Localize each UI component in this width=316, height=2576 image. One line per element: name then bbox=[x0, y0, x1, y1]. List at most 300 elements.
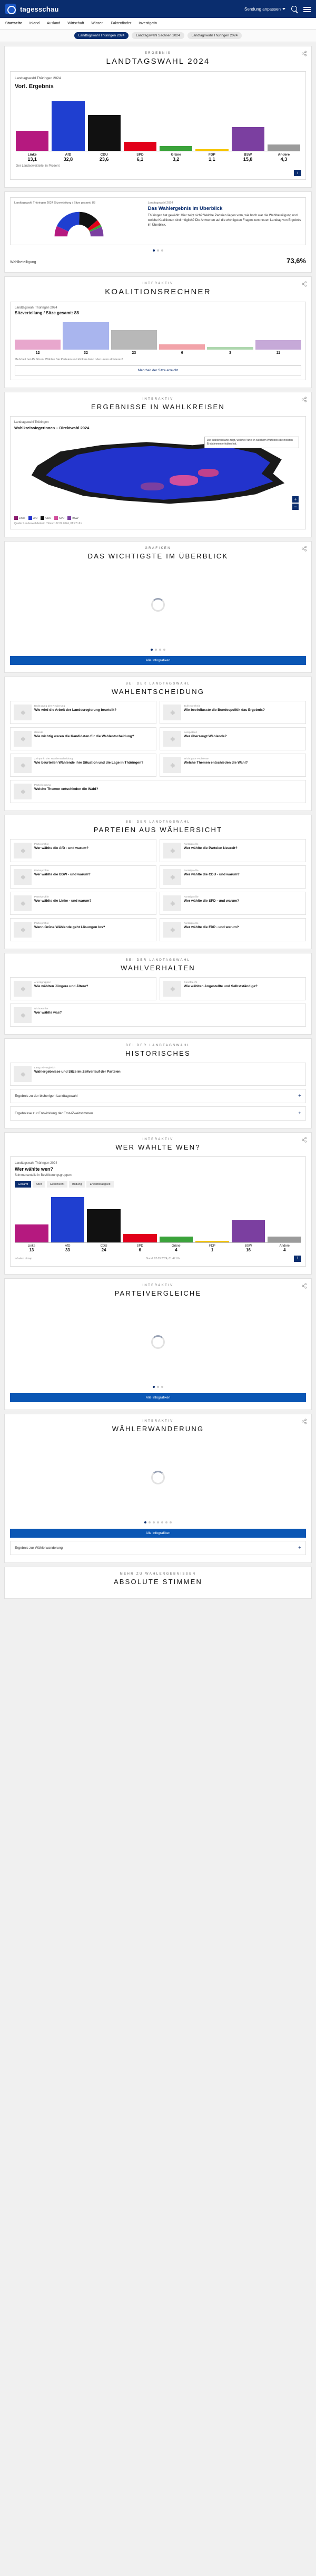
bar-label: AfD 33 bbox=[65, 1244, 71, 1252]
sub-nav bbox=[0, 30, 316, 42]
topic-card[interactable] bbox=[10, 1004, 306, 1027]
waehlerwanderung-card bbox=[4, 1414, 312, 1563]
topic-title: Welche Themen entschieden die Wahl? bbox=[34, 787, 98, 792]
wahlentscheidung-grid bbox=[10, 701, 306, 803]
coalition-subtitle: Sitzverteilung / Sitze gesamt: 88 bbox=[15, 310, 79, 315]
coalition-seat-numbers bbox=[15, 351, 301, 355]
bar-column bbox=[160, 1193, 193, 1242]
teaser-kicker: Landtagswahl 2024 bbox=[147, 201, 173, 205]
coalition-bar-column[interactable] bbox=[15, 321, 61, 350]
topic-title: Wenn Grüne Wählende geht Lösungen los? bbox=[34, 925, 105, 930]
topic-card[interactable] bbox=[160, 754, 306, 777]
topic-kicker: Parteiprofile bbox=[34, 895, 49, 899]
teaser-text: Thüringen hat gewählt: Hier zeigt sich? Welche Parteien liegen vorn, wie hoch war die Wahlbeteiligung und welche Koalitionen sind möglich? Die Antworten auf die wichtigsten Fragen zum neuen Landtag von Ergebnis im Überblick. bbox=[147, 214, 301, 227]
coalition-bar-column[interactable] bbox=[207, 321, 253, 350]
topic-kicker: Gründe bbox=[34, 731, 43, 734]
topic-kicker: Parteiprofile bbox=[184, 895, 199, 899]
result-eyebrow: ERGEBNIS bbox=[144, 52, 172, 55]
werwen-bar-chart bbox=[15, 1193, 301, 1243]
loading-spinner-icon bbox=[151, 598, 165, 612]
bar-column bbox=[87, 1193, 121, 1242]
accordion-row[interactable] bbox=[10, 1089, 306, 1103]
werwen-tab-alter[interactable]: Alter bbox=[33, 1181, 45, 1188]
map-eyebrow: INTERAKTIV bbox=[142, 397, 174, 401]
bar-label: Linke 13,1 bbox=[27, 153, 37, 162]
bar-bsw bbox=[232, 1220, 265, 1242]
map-subtitle: Wahlkreissiegerinnen – Direktwahl 2024 bbox=[14, 425, 90, 430]
topic-card[interactable] bbox=[160, 892, 306, 915]
coalition-card bbox=[4, 276, 312, 388]
nav-item-ausland[interactable]: Ausland bbox=[46, 22, 61, 25]
map-box bbox=[10, 416, 306, 529]
top-bar bbox=[0, 0, 316, 18]
bar-column bbox=[160, 96, 192, 151]
coalition-bar-column[interactable] bbox=[159, 321, 205, 350]
bar-linke bbox=[15, 1224, 48, 1242]
topic-card[interactable] bbox=[10, 918, 156, 941]
gear-icon bbox=[169, 900, 176, 907]
bar-label: CDU 24 bbox=[100, 1244, 107, 1252]
topic-card[interactable] bbox=[160, 918, 306, 941]
subnav-pill-sachsen[interactable]: Landtagswahl Sachsen 2024 bbox=[132, 32, 184, 39]
bar-label: Grüne 3,2 bbox=[171, 153, 181, 162]
legend-label: SPD bbox=[59, 516, 65, 520]
topic-card[interactable] bbox=[10, 865, 156, 889]
dot-2[interactable] bbox=[157, 1386, 159, 1388]
bar-column bbox=[232, 1193, 265, 1242]
historisches-card bbox=[4, 1038, 312, 1128]
dot-1[interactable] bbox=[153, 1386, 155, 1388]
topic-title: Wie beeinflusste die Bundespolitik das Ergebnis? bbox=[184, 708, 265, 712]
topic-thumbnail bbox=[14, 1007, 32, 1023]
search-icon[interactable] bbox=[291, 5, 298, 13]
topic-kicker: Parteiprofile bbox=[34, 922, 49, 925]
bar-column bbox=[88, 96, 121, 151]
gear-icon bbox=[169, 986, 176, 992]
topic-thumbnail bbox=[163, 869, 181, 885]
coalition-bar-column[interactable] bbox=[111, 321, 157, 350]
topic-card[interactable] bbox=[160, 727, 306, 750]
constituency-map-card bbox=[4, 392, 312, 537]
topic-card[interactable] bbox=[160, 839, 306, 862]
bar-andere bbox=[268, 144, 300, 151]
absolute-card bbox=[4, 1567, 312, 1599]
zoom-in-button[interactable]: + bbox=[292, 496, 299, 503]
gear-icon bbox=[19, 1012, 26, 1019]
wahlverhalten-card bbox=[4, 953, 312, 1035]
topic-kicker: Parteiprofile bbox=[34, 869, 49, 872]
dot-3[interactable] bbox=[161, 1386, 163, 1388]
result-chart-kicker: Landtagswahl Thüringen 2024 bbox=[15, 76, 61, 80]
dot-1[interactable] bbox=[151, 649, 153, 651]
topic-thumbnail bbox=[14, 843, 32, 858]
wahlverhalten-eyebrow: BEI DER LANDTAGSWAHL bbox=[125, 959, 191, 962]
coalition-bar-column[interactable] bbox=[63, 321, 108, 350]
topic-kicker: Parteibindung bbox=[34, 784, 51, 787]
parteivergleiche-dots bbox=[10, 1386, 306, 1388]
bar-label: BSW 16 bbox=[244, 1244, 252, 1252]
teaser[interactable] bbox=[10, 197, 306, 245]
bar-label: Andere 4 bbox=[279, 1244, 290, 1252]
waehlerwanderung-title: WÄHLERWANDERUNG bbox=[112, 1424, 204, 1433]
werwen-tab-geschlecht[interactable]: Geschlecht bbox=[47, 1181, 68, 1188]
bar-column bbox=[51, 1193, 85, 1242]
topic-title: Wer wählte die Parteien Neuzeit? bbox=[184, 846, 238, 851]
plus-icon: + bbox=[298, 1545, 301, 1551]
coalition-cta[interactable]: Mehrheit der Sitze erreicht bbox=[15, 365, 301, 375]
coalition-bar-bsw[interactable] bbox=[255, 340, 301, 350]
map-info-badge: Die Wahlkreiskarte zeigt, welche Partei in welchem Wahlkreis die meisten Erststimmen erhalten hat. bbox=[204, 437, 299, 448]
legend-item bbox=[41, 516, 51, 520]
legend-swatch bbox=[14, 516, 18, 520]
werwen-card bbox=[4, 1132, 312, 1275]
subnav-pill-thueringen[interactable]: Landtagswahl Thüringen 2024 bbox=[74, 32, 129, 39]
bar-andere bbox=[268, 1237, 301, 1242]
coalition-seat-count: 32 bbox=[84, 351, 88, 355]
wahlverhalten-grid bbox=[10, 977, 306, 1027]
map-legend bbox=[14, 516, 302, 520]
gear-icon bbox=[19, 1071, 26, 1078]
topic-card[interactable] bbox=[10, 701, 156, 724]
bar-column bbox=[15, 1193, 48, 1242]
absolute-eyebrow: MEHR ZU WAHLERGEBNISSEN bbox=[120, 1572, 196, 1576]
overview-dots bbox=[10, 649, 306, 651]
topic-title: Wer wählte die CDU - und warum? bbox=[184, 873, 240, 877]
bar-bsw bbox=[232, 127, 264, 151]
bar-column bbox=[124, 96, 156, 151]
topic-kicker: Nichtwähler bbox=[34, 1007, 48, 1010]
gear-icon bbox=[19, 874, 26, 881]
main-nav bbox=[0, 18, 316, 30]
dot-2[interactable] bbox=[155, 649, 157, 651]
teaser-dots bbox=[10, 249, 306, 252]
teaser-headline[interactable]: Das Wahlergebnis im Überblick bbox=[147, 206, 223, 212]
gear-icon bbox=[169, 709, 176, 716]
share-icon[interactable] bbox=[301, 281, 307, 287]
topic-thumbnail bbox=[14, 981, 32, 997]
topic-thumbnail bbox=[14, 705, 32, 720]
topic-thumbnail bbox=[163, 731, 181, 747]
topic-kicker: Parteiprofile bbox=[184, 869, 199, 872]
coalition-title: KOALITIONSRECHNER bbox=[105, 287, 211, 296]
werwen-tabs bbox=[15, 1181, 301, 1188]
coalition-eyebrow: INTERAKTIV bbox=[142, 282, 174, 285]
dot-3[interactable] bbox=[159, 649, 161, 651]
bar-column bbox=[268, 96, 300, 151]
topic-card[interactable] bbox=[10, 839, 156, 862]
coalition-bar-chart[interactable] bbox=[15, 321, 301, 350]
waehlerwanderung-cta[interactable]: Alle Infografiken bbox=[10, 1529, 306, 1538]
bar-column bbox=[195, 96, 228, 151]
plus-icon: + bbox=[298, 1111, 301, 1117]
share-icon[interactable] bbox=[301, 1137, 307, 1143]
dot-1[interactable] bbox=[153, 249, 155, 252]
bar-label: BSW 15,8 bbox=[243, 153, 253, 162]
historisches-grid bbox=[10, 1063, 306, 1086]
legend-swatch bbox=[67, 516, 71, 520]
topic-card[interactable] bbox=[10, 892, 156, 915]
overview-cta[interactable]: Alle Infografiken bbox=[10, 656, 306, 665]
topic-card[interactable] bbox=[10, 754, 156, 777]
historisches-accordions bbox=[10, 1089, 306, 1121]
coalition-seat-count: 3 bbox=[229, 351, 231, 355]
nav-item-wissen[interactable]: Wissen bbox=[91, 22, 104, 25]
coalition-seat-count: 6 bbox=[181, 351, 183, 355]
topic-card[interactable] bbox=[10, 1063, 306, 1086]
coalition-bar-linke[interactable] bbox=[15, 340, 61, 350]
parteien-grid bbox=[10, 839, 306, 941]
bar-column bbox=[195, 1193, 229, 1242]
legend-label: Linke bbox=[19, 516, 25, 520]
bar-label: Andere 4,3 bbox=[278, 153, 290, 162]
parteien-eyebrow: BEI DER LANDTAGSWAHL bbox=[125, 821, 191, 824]
topic-card[interactable] bbox=[160, 701, 306, 724]
bar-afd bbox=[52, 101, 84, 151]
bar-grüne bbox=[160, 146, 192, 151]
seat-donut-chart bbox=[14, 207, 144, 241]
coalition-bar-column[interactable] bbox=[255, 321, 301, 350]
topic-thumbnail bbox=[14, 869, 32, 885]
topic-card[interactable] bbox=[10, 727, 156, 750]
result-bar-chart bbox=[16, 96, 300, 151]
topic-card[interactable] bbox=[160, 977, 306, 1000]
bar-cdu bbox=[87, 1209, 121, 1242]
map-canvas[interactable] bbox=[14, 434, 302, 513]
gear-icon bbox=[19, 736, 26, 742]
topic-title: Wie wählten Angestellte und Selbstständige? bbox=[184, 985, 258, 989]
region-selector[interactable] bbox=[244, 7, 285, 12]
waehlerwanderung-loading bbox=[10, 1438, 306, 1517]
coalition-bar-afd[interactable] bbox=[63, 322, 108, 350]
info-badge[interactable]: i bbox=[294, 170, 301, 176]
share-icon[interactable] bbox=[301, 1419, 307, 1424]
map-zoom-controls bbox=[292, 496, 299, 510]
gear-icon bbox=[19, 788, 26, 795]
bar-spd bbox=[124, 142, 156, 151]
topic-thumbnail bbox=[163, 981, 181, 997]
bar-column bbox=[16, 96, 48, 151]
topic-kicker: Parteiprofile bbox=[34, 843, 49, 846]
topic-card[interactable] bbox=[160, 865, 306, 889]
overview-card bbox=[4, 541, 312, 673]
result-axis-note: Der Landesweitteile, in Prozent bbox=[16, 165, 60, 168]
bar-grüne bbox=[160, 1237, 193, 1242]
share-icon[interactable] bbox=[301, 51, 307, 56]
accordion-label: Ergebnis zu der bisherigen Landtagswahl bbox=[15, 1094, 78, 1098]
werwen-subtitle: Wer wählte wen? bbox=[15, 1166, 53, 1172]
topic-title: Wer wählte was? bbox=[34, 1011, 62, 1015]
bar-column bbox=[52, 96, 84, 151]
legend-swatch bbox=[28, 516, 32, 520]
parteien-title: PARTEIEN AUS WÄHLERSICHT bbox=[93, 826, 223, 834]
topic-kicker: Kompetenz bbox=[184, 731, 197, 734]
bar-fdp bbox=[195, 1241, 229, 1242]
info-badge[interactable]: i bbox=[294, 1256, 301, 1262]
coalition-kicker: Landtagswahl Thüringen 2024 bbox=[15, 306, 57, 310]
share-icon[interactable] bbox=[301, 397, 307, 402]
plus-icon: + bbox=[298, 1093, 301, 1099]
loading-spinner-icon bbox=[151, 1471, 165, 1484]
gear-icon bbox=[169, 762, 176, 769]
parteivergleiche-card bbox=[4, 1278, 312, 1410]
dot-1[interactable] bbox=[144, 1521, 146, 1523]
topic-title: Wie wird die Arbeit der Landesregierung beurteilt? bbox=[34, 708, 117, 712]
waehlerwanderung-eyebrow: INTERAKTIV bbox=[142, 1419, 174, 1423]
share-icon[interactable] bbox=[301, 546, 307, 552]
bar-label: FDP 1,1 bbox=[208, 153, 215, 162]
legend-label: BSW bbox=[72, 516, 78, 520]
wahlverhalten-title: WAHLVERHALTEN bbox=[121, 964, 195, 972]
werwen-bar-labels bbox=[15, 1244, 301, 1252]
topic-thumbnail bbox=[14, 784, 32, 799]
turnout-row bbox=[10, 257, 306, 265]
nav-item-startseite[interactable]: Startseite bbox=[5, 22, 22, 25]
dot-5[interactable] bbox=[161, 1521, 163, 1523]
legend-item bbox=[28, 516, 37, 520]
dot-3[interactable] bbox=[161, 249, 163, 252]
topic-kicker: Zufriedenheit bbox=[184, 705, 200, 708]
result-chart-title: Vorl. Ergebnis bbox=[15, 83, 54, 90]
map-shape-spd-1 bbox=[170, 475, 199, 486]
bar-linke bbox=[16, 131, 48, 151]
historisches-eyebrow: BEI DER LANDTAGSWAHL bbox=[125, 1044, 191, 1048]
werwen-eyebrow: INTERAKTIV bbox=[142, 1138, 174, 1142]
brand-name: tagesschau bbox=[20, 5, 59, 13]
map-shape-spd-2 bbox=[198, 469, 218, 477]
wahlentscheidung-eyebrow: BEI DER LANDTAGSWAHL bbox=[125, 682, 191, 686]
parteivergleiche-title: PARTEIVERGLEICHE bbox=[114, 1289, 202, 1297]
nav-item-investigativ[interactable]: Investigativ bbox=[139, 22, 157, 25]
werwen-tab-erwerbstätigkeit[interactable]: Erwerbstätigkeit bbox=[86, 1181, 113, 1188]
dot-2[interactable] bbox=[157, 249, 159, 252]
topic-thumbnail bbox=[14, 757, 32, 773]
map-title: ERGEBNISSE IN WAHLKREISEN bbox=[91, 402, 225, 411]
map-footnote: Quelle: Landeswahlleiterin / Stand: 02.09.2024, 01:47 Uhr bbox=[14, 522, 82, 526]
parteivergleiche-loading bbox=[10, 1303, 306, 1382]
legend-item bbox=[14, 516, 25, 520]
accordion-label: Ergebnisse zur Entwicklung der Erst-/Zweitstimmen bbox=[15, 1112, 93, 1116]
result-chart-box bbox=[10, 71, 306, 180]
coalition-note: Mehrheit bei 45 Sitzen. Wählen Sie Parteien und klicken dann oder unten aktivieren! bbox=[15, 358, 123, 361]
werwen-source: Infratest dimap bbox=[15, 1257, 33, 1260]
werwen-tab-bildung[interactable]: Bildung bbox=[69, 1181, 85, 1188]
parteivergleiche-eyebrow: INTERAKTIV bbox=[142, 1284, 174, 1287]
topic-card[interactable] bbox=[10, 780, 306, 803]
dot-4[interactable] bbox=[163, 649, 165, 651]
bar-label: FDP 1 bbox=[209, 1244, 215, 1252]
gear-icon bbox=[19, 986, 26, 992]
bar-column bbox=[123, 1193, 157, 1242]
topic-thumbnail bbox=[163, 705, 181, 720]
tagesschau-logo-icon[interactable] bbox=[5, 4, 16, 14]
topic-title: Wie beurteilen Wählende ihre Situation und die Lage in Thüringen? bbox=[34, 761, 144, 765]
teaser-card bbox=[4, 191, 312, 273]
werwen-tab-gesamt[interactable]: Gesamt bbox=[15, 1181, 31, 1188]
coalition-seat-count: 11 bbox=[276, 351, 280, 355]
result-title: LANDTAGSWAHL 2024 bbox=[106, 57, 210, 66]
topic-card[interactable] bbox=[10, 977, 156, 1000]
share-icon[interactable] bbox=[301, 1283, 307, 1289]
werwen-title: WER WÄHLTE WEN? bbox=[115, 1143, 201, 1152]
topic-title: Wer wählte die AfD - und warum? bbox=[34, 846, 88, 851]
turnout-value: 73,6% bbox=[287, 256, 306, 265]
gear-icon bbox=[19, 709, 26, 716]
wahlentscheidung-title: WAHLENTSCHEIDUNG bbox=[111, 688, 205, 696]
topic-kicker: Bedeutung der Regierung bbox=[34, 705, 65, 708]
zoom-out-button[interactable]: − bbox=[292, 504, 299, 510]
bar-column bbox=[232, 96, 264, 151]
accordion-row[interactable] bbox=[10, 1106, 306, 1121]
coalition-seat-count: 12 bbox=[35, 351, 40, 355]
waehlerwanderung-dots bbox=[10, 1521, 306, 1523]
teaser-figure-caption: Landtagswahl Thüringen 2024 Sitzverteilung / Sitze gesamt: 88 bbox=[14, 201, 95, 205]
topic-kicker: Parteiprofile bbox=[184, 843, 199, 846]
bar-column bbox=[268, 1193, 301, 1242]
coalition-bar-spd[interactable] bbox=[159, 344, 205, 350]
parteien-card bbox=[4, 815, 312, 949]
gear-icon bbox=[169, 927, 176, 933]
burger-icon[interactable] bbox=[303, 5, 311, 13]
coalition-bar-cdu[interactable] bbox=[111, 330, 157, 350]
bar-label: AfD 32,8 bbox=[63, 153, 73, 162]
subnav-pill-thueringen-2[interactable]: Landtagswahl Thüringen 2024 bbox=[187, 32, 242, 39]
legend-label: CDU bbox=[45, 516, 52, 520]
bar-label: SPD 6,1 bbox=[136, 153, 144, 162]
bar-fdp bbox=[195, 149, 228, 151]
turnout-label: Wahlbeteiligung bbox=[10, 260, 36, 264]
werwen-kicker: Landtagswahl Thüringen 2024 bbox=[15, 1162, 57, 1165]
topic-title: Wer wählte die SPD - und warum? bbox=[184, 899, 239, 903]
topic-kicker: Wichtigste Probleme bbox=[184, 757, 209, 760]
absolute-title: ABSOLUTE STIMMEN bbox=[113, 1577, 203, 1586]
teaser-figure bbox=[14, 201, 144, 241]
dot-6[interactable] bbox=[165, 1521, 167, 1523]
coalition-box bbox=[10, 302, 306, 380]
dot-4[interactable] bbox=[157, 1521, 159, 1523]
topic-thumbnail bbox=[14, 731, 32, 747]
topic-title: Welche Themen entschieden die Wahl? bbox=[184, 761, 248, 765]
topic-thumbnail bbox=[163, 895, 181, 911]
werwen-timestamp: Stand: 02.09.2024, 01:47 Uhr bbox=[145, 1257, 181, 1260]
topic-title: Wie wählten Jüngere und Ältere? bbox=[34, 985, 88, 989]
dot-2[interactable] bbox=[149, 1521, 151, 1523]
waehlerwanderung-accordion[interactable] bbox=[10, 1541, 306, 1555]
topic-thumbnail bbox=[163, 757, 181, 773]
legend-item bbox=[67, 516, 78, 520]
topic-kicker: Parteiprofile bbox=[184, 922, 199, 925]
topic-kicker: Altersgruppen bbox=[34, 981, 51, 984]
coalition-bar-grüne[interactable] bbox=[207, 347, 253, 350]
accordion-label: Ergebnis zur Wählerwanderung bbox=[15, 1546, 63, 1550]
topic-thumbnail bbox=[14, 1066, 32, 1082]
nav-item-wirtschaft[interactable]: Wirtschaft bbox=[67, 22, 84, 25]
nav-item-inland[interactable]: Inland bbox=[29, 22, 39, 25]
gear-icon bbox=[169, 847, 176, 854]
topic-thumbnail bbox=[163, 922, 181, 938]
topic-thumbnail bbox=[14, 895, 32, 911]
legend-label: AfD bbox=[33, 516, 38, 520]
topic-kicker: Zeitpunkt der Wahlentscheidung bbox=[34, 757, 73, 760]
nav-item-faktenfinder[interactable]: Faktenfinder bbox=[111, 22, 132, 25]
coalition-seat-count: 23 bbox=[132, 351, 136, 355]
dot-7[interactable] bbox=[170, 1521, 172, 1523]
bar-spd bbox=[123, 1234, 157, 1242]
legend-swatch bbox=[54, 516, 58, 520]
loading-spinner-icon bbox=[151, 1335, 165, 1349]
parteivergleiche-cta[interactable]: Alle Infografiken bbox=[10, 1393, 306, 1402]
dot-3[interactable] bbox=[153, 1521, 155, 1523]
gear-icon bbox=[169, 874, 176, 881]
